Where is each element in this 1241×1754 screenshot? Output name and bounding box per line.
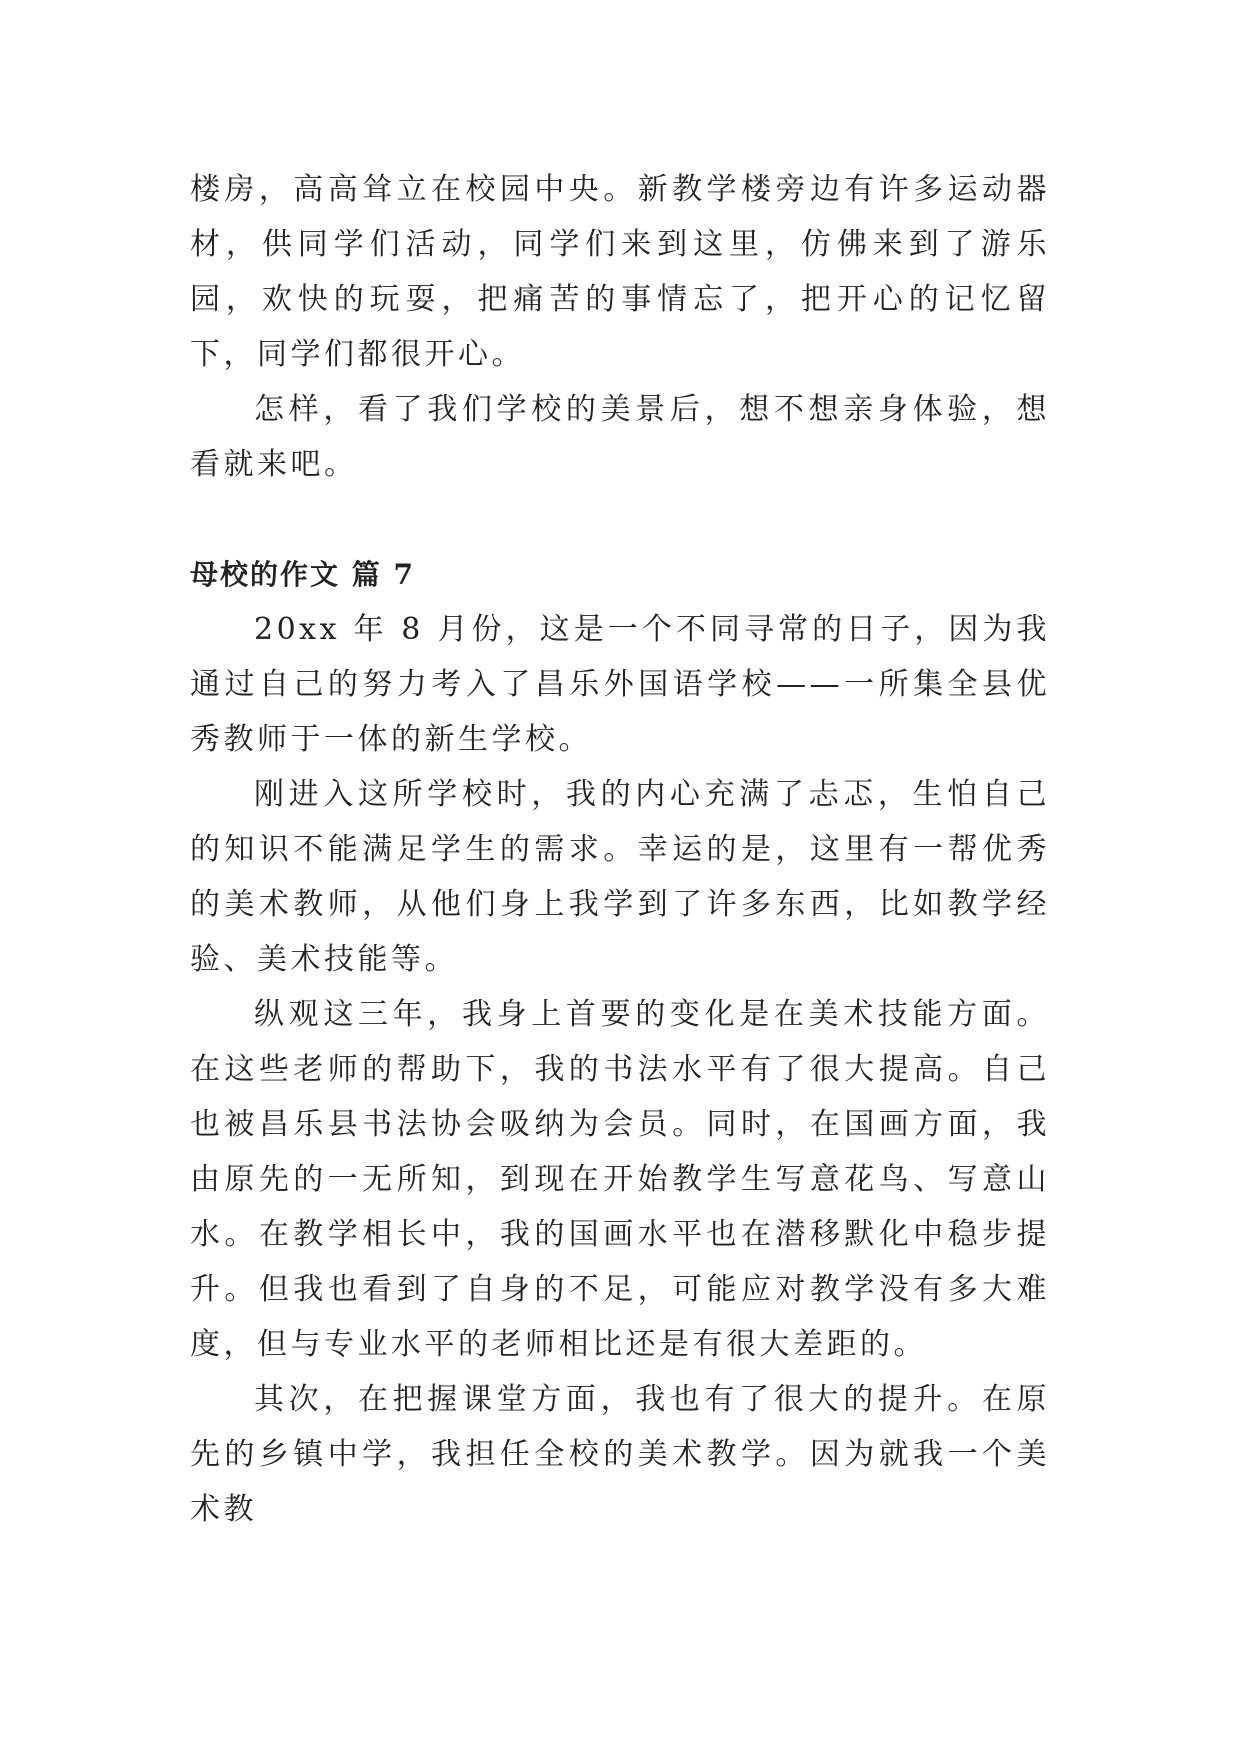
paragraph: 怎样，看了我们学校的美景后，想不想亲身体验，想看就来吧。 [190, 392, 1050, 482]
paragraph-continued: 楼房，高高耸立在校园中央。新教学楼旁边有许多运动器材，供同学们活动，同学们来到这里，仿佛来到了游乐园，欢快的玩耍，把痛苦的事情忘了，把开心的记忆留下，同学们都很开心。 [190, 172, 1050, 372]
paragraph: 刚进入这所学校时，我的内心充满了忐忑，生怕自己的知识不能满足学生的需求。幸运的是，这里有一帮优秀的美术教师，从他们身上我学到了许多东西，比如教学经验、美术技能等。 [190, 777, 1050, 977]
paragraph: 纵观这三年，我身上首要的变化是在美术技能方面。在这些老师的帮助下，我的书法水平有了很大提高。自己也被昌乐县书法协会吸纳为会员。同时，在国画方面，我由原先的一无所知，到现在开始教学生写意花鸟、写意山水。在教学相长中，我的国画水平也在潜移默化中稳步提升。但我也看到了自身的不足，可能应对教学没有多大难度，但与专业水平的老师相比还是有很大差距的。 [190, 997, 1050, 1362]
document-body [190, 162, 1050, 1537]
paragraph: 其次，在把握课堂方面，我也有了很大的提升。在原先的乡镇中学，我担任全校的美术教学。因为就我一个美术教 [190, 1382, 1050, 1527]
section-title: 母校的作文 篇 7 [190, 558, 415, 591]
paragraph: 20xx 年 8 月份，这是一个不同寻常的日子，因为我通过自己的努力考入了昌乐外国语学校——一所集全县优秀教师于一体的新生学校。 [190, 612, 1050, 757]
